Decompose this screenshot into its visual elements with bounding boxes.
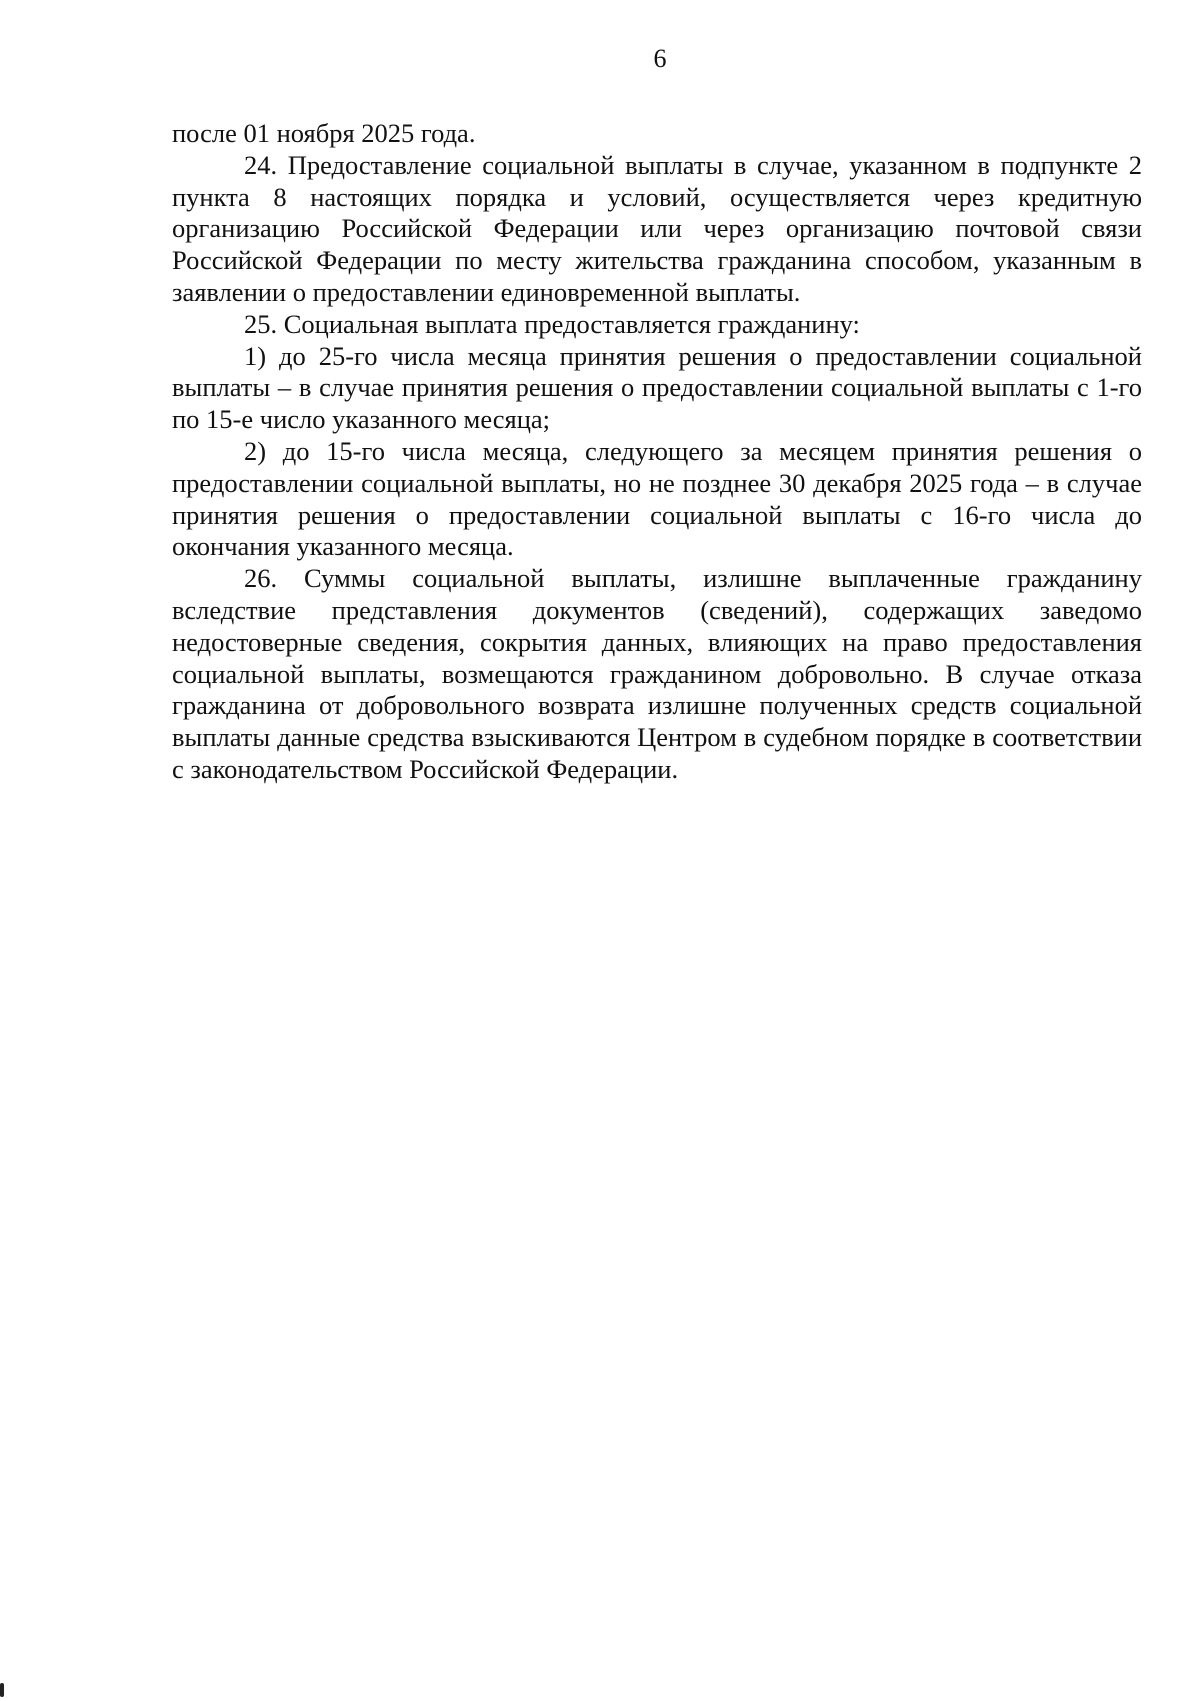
paragraph-25: 25. Социальная выплата предоставляется гражданину: — [244, 308, 860, 339]
scan-edge-mark — [0, 1683, 4, 1697]
paragraph-26: 26. Суммы социальной выплаты, излишне выплаченные гражданину вследствие представления документов (сведений), содержащих заведомо недостоверные сведения, сокрытия данных, влияющих на право предоставления социальной выплаты, возмещаются гражданином добровольно. В случае отказа гражданина от добровольного возврата излишне полученных средств социальной выплаты данные средства взыскиваются Центром в судебном порядке в соответствии с законодательством Российской Федерации. — [172, 563, 1142, 784]
paragraph-25-item-1: 1) до 25-го числа месяца принятия решения о предоставлении социальной выплаты – в случае принятия решения о предоставлении социальной выплаты с 1-го по 15-е число указанного месяца; — [172, 340, 1142, 435]
page-number: 6 — [653, 44, 667, 73]
document-body — [172, 118, 1142, 786]
paragraph-24: 24. Предоставление социальной выплаты в случае, указанном в подпункте 2 пункта 8 настоящих порядка и условий, осуществляется через кредитную организацию Российской Федерации или через организацию почтовой связи Российской Федерации по месту жительства гражданина способом, указанным в заявлении о предоставлении единовременной выплаты. — [172, 149, 1142, 307]
paragraph-continuation: после 01 ноября 2025 года. — [172, 118, 476, 148]
paragraph-25-item-2: 2) до 15-го числа месяца, следующего за месяцем принятия решения о предоставлении социальной выплаты, но не позднее 30 декабря 2025 года – в случае принятия решения о предоставлении социальной выплаты с 16-го числа до окончания указанного месяца. — [172, 435, 1142, 562]
